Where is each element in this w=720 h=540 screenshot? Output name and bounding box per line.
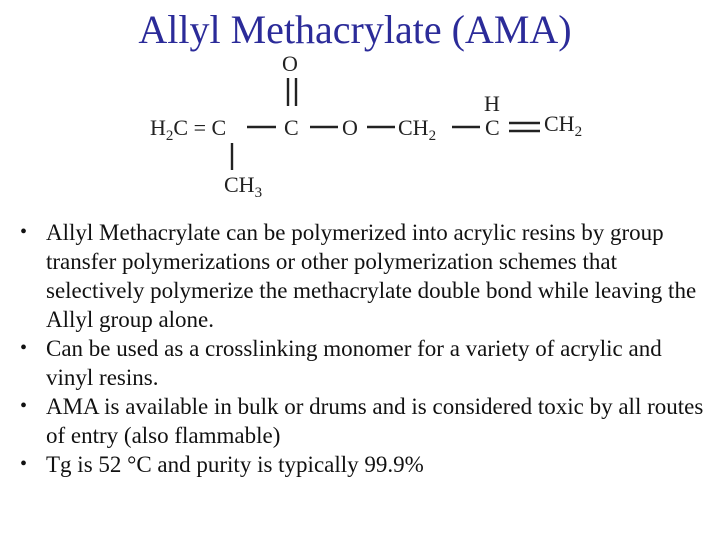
carbonyl-carbon: C — [284, 115, 299, 140]
carbonyl-oxygen: O — [282, 51, 298, 76]
vinyl-hydrogen: H — [484, 91, 500, 116]
bullet-icon: • — [20, 395, 28, 417]
bullet-icon: • — [20, 453, 28, 475]
h2c-group: $H_2C = C$ — [150, 115, 227, 144]
bullet-icon: • — [20, 221, 28, 243]
bullet-item: • AMA is available in bulk or drums and is considered toxic by all routes of entry (also flammable) — [20, 394, 704, 448]
bullet-item: • Tg is 52 °C and purity is typically 99.9% — [20, 452, 424, 477]
bullet-list — [18, 218, 708, 479]
terminal-ch2-group: $CH_2$ — [544, 111, 583, 140]
vinyl-carbon: C — [485, 115, 500, 140]
bullet-item: • Allyl Methacrylate can be polymerized into acrylic resins by group transfer polymerizations or other polymerization schemes that selectively polymerize the methacrylate double bond while leaving the Allyl group alone. — [20, 220, 697, 332]
methyl-group: $CH_3$ — [224, 172, 263, 201]
slide-title: Allyl Methacrylate (AMA) — [138, 7, 572, 52]
ester-oxygen: O — [342, 115, 358, 140]
ch2-group: $CH_2$ — [398, 115, 437, 144]
bullet-icon: • — [20, 337, 28, 359]
bullet-item: • Can be used as a crosslinking monomer for a variety of acrylic and vinyl resins. — [20, 336, 662, 390]
